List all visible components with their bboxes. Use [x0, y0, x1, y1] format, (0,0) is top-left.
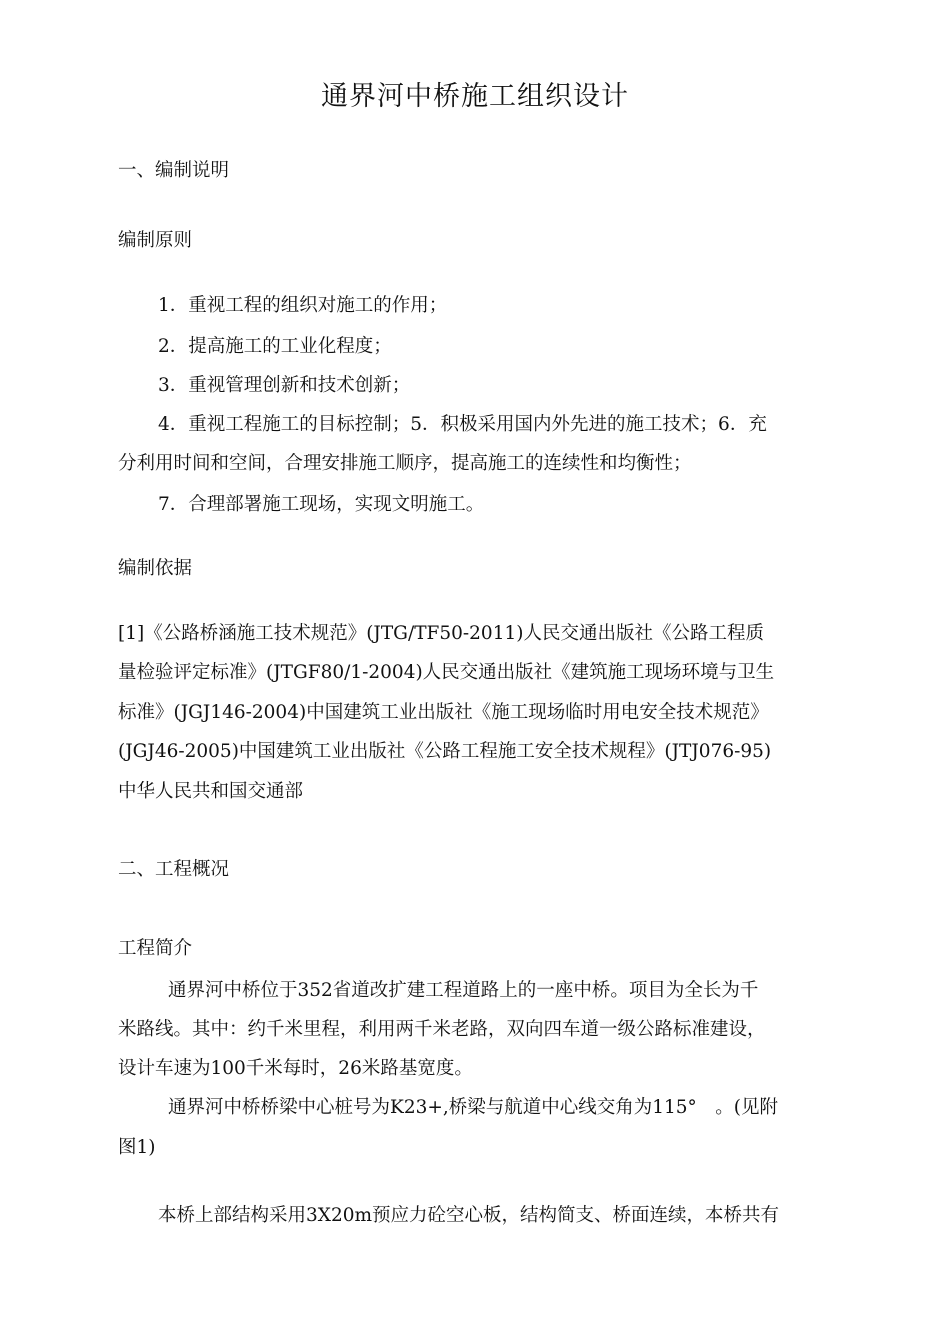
intro-p2-line2: 图1) [118, 1137, 156, 1158]
basis-line-1: [1]《公路桥涵施工技术规范》(JTG/TF50-2011)人民交通出版社《公路工程质 [118, 623, 764, 644]
basis-line-3: 标准》(JGJ146-2004)中国建筑工业出版社《施工现场临时用电安全技术规范》 [118, 702, 769, 723]
section-heading-2: 二、工程概况 [118, 859, 230, 880]
principle-item-7: 7．合理部署施工现场，实现文明施工。 [158, 494, 485, 515]
principle-item-4-line2: 分利用时间和空间，合理安排施工顺序，提高施工的连续性和均衡性； [118, 453, 692, 474]
principle-item-1: 1．重视工程的组织对施工的作用； [158, 295, 448, 316]
document-title: 通界河中桥施工组织设计 [321, 81, 629, 112]
section-heading-1: 一、编制说明 [118, 160, 230, 181]
intro-p1-line1: 通界河中桥位于352省道改扩建工程道路上的一座中桥。项目为全长为千 [168, 980, 759, 1001]
principle-item-3: 3．重视管理创新和技术创新； [158, 375, 411, 396]
intro-p1-line2: 米路线。其中：约千米里程，利用两千米老路，双向四车道一级公路标准建设， [118, 1019, 766, 1040]
intro-p2-line1: 通界河中桥桥梁中心桩号为K23+,桥梁与航道中心线交角为115° 。(见附 [168, 1097, 779, 1118]
principle-item-4-line1: 4．重视工程施工的目标控制；5．积极采用国内外先进的施工技术；6．充 [158, 414, 767, 435]
subheading-basis: 编制依据 [118, 558, 193, 579]
intro-p1-line3: 设计车速为100千米每时，26米路基宽度。 [118, 1058, 473, 1079]
subheading-intro: 工程简介 [118, 938, 193, 959]
subheading-principles: 编制原则 [118, 230, 193, 251]
intro-p3-line1: 本桥上部结构采用3X20m预应力砼空心板，结构简支、桥面连续，本桥共有 [158, 1205, 780, 1226]
basis-line-5: 中华人民共和国交通部 [118, 781, 304, 802]
principle-item-2: 2．提高施工的工业化程度； [158, 336, 392, 357]
basis-line-4: (JGJ46-2005)中国建筑工业出版社《公路工程施工安全技术规程》(JTJ076-95) [118, 741, 772, 762]
basis-line-2: 量检验评定标准》(JTGF80/1-2004)人民交通出版社《建筑施工现场环境与卫生 [118, 662, 775, 683]
